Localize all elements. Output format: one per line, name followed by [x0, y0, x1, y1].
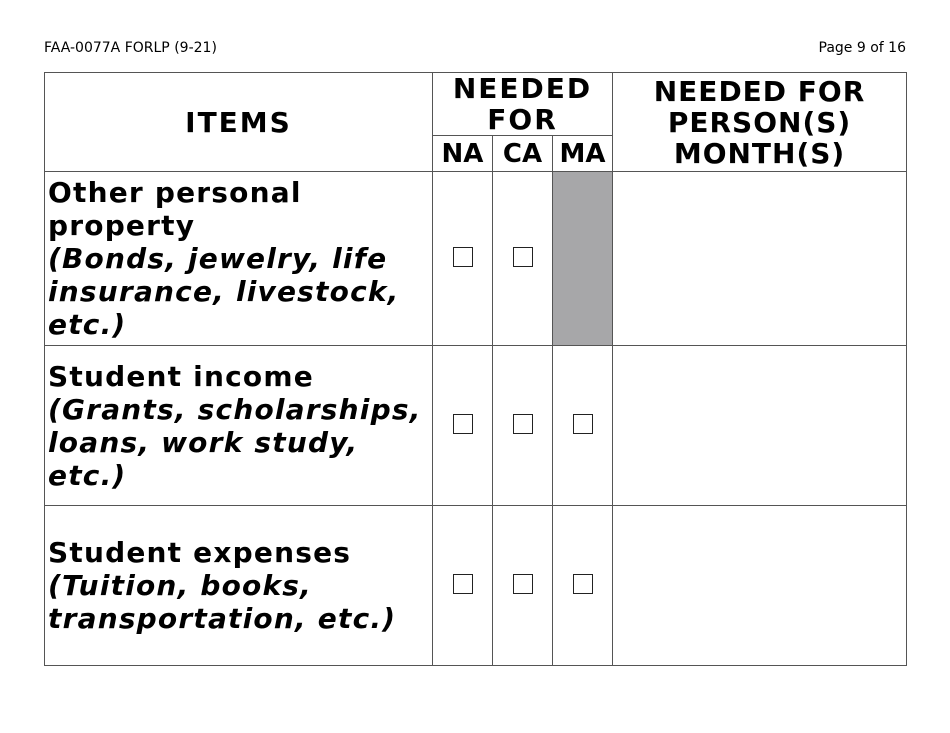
table-row — [45, 506, 907, 666]
col-na-header: NA — [433, 136, 493, 172]
page-number: Page 9 of 16 — [818, 40, 906, 56]
na-checkbox[interactable] — [453, 414, 473, 434]
ca-checkbox[interactable] — [513, 247, 533, 267]
ca-cell — [493, 506, 553, 666]
ma-cell — [553, 346, 613, 506]
na-checkbox[interactable] — [453, 247, 473, 267]
na-cell — [433, 506, 493, 666]
col-ma-header: MA — [553, 136, 613, 172]
item-description: (Tuition, books, transportation, etc.) — [48, 569, 397, 635]
na-cell — [433, 172, 493, 346]
item-cell — [45, 506, 433, 666]
ma-checkbox[interactable] — [573, 414, 593, 434]
person-months-field[interactable] — [613, 346, 907, 506]
item-title: Student income — [48, 359, 314, 393]
col-needed-for-header: NEEDED FOR — [433, 73, 613, 136]
ma-shaded-cell — [553, 172, 613, 346]
table-row — [45, 346, 907, 506]
col-person-line3: MONTH(S) — [673, 136, 846, 170]
ca-checkbox[interactable] — [513, 574, 533, 594]
person-months-field[interactable] — [613, 172, 907, 346]
ca-checkbox[interactable] — [513, 414, 533, 434]
ca-cell — [493, 172, 553, 346]
items-table — [44, 72, 907, 666]
col-person-line1: NEEDED FOR — [653, 74, 866, 108]
item-cell — [45, 346, 433, 506]
ca-cell — [493, 346, 553, 506]
item-title: Other personal property — [48, 176, 302, 242]
header-row-1 — [45, 73, 907, 136]
item-title: Student expenses — [48, 536, 352, 569]
col-items-header: ITEMS — [45, 73, 433, 172]
col-person-line2: PERSON(S) — [667, 105, 852, 139]
table-row — [45, 172, 907, 346]
col-person-header — [613, 73, 907, 172]
col-ca-header: CA — [493, 136, 553, 172]
item-cell — [45, 172, 433, 346]
na-cell — [433, 346, 493, 506]
item-description: (Grants, scholarships, loans, work study, etc.) — [48, 392, 422, 492]
ma-cell — [553, 506, 613, 666]
item-description: (Bonds, jewelry, life insurance, livestock, etc.) — [48, 242, 400, 341]
na-checkbox[interactable] — [453, 574, 473, 594]
person-months-field[interactable] — [613, 506, 907, 666]
form-id: FAA-0077A FORLP (9-21) — [44, 40, 217, 56]
ma-checkbox[interactable] — [573, 574, 593, 594]
